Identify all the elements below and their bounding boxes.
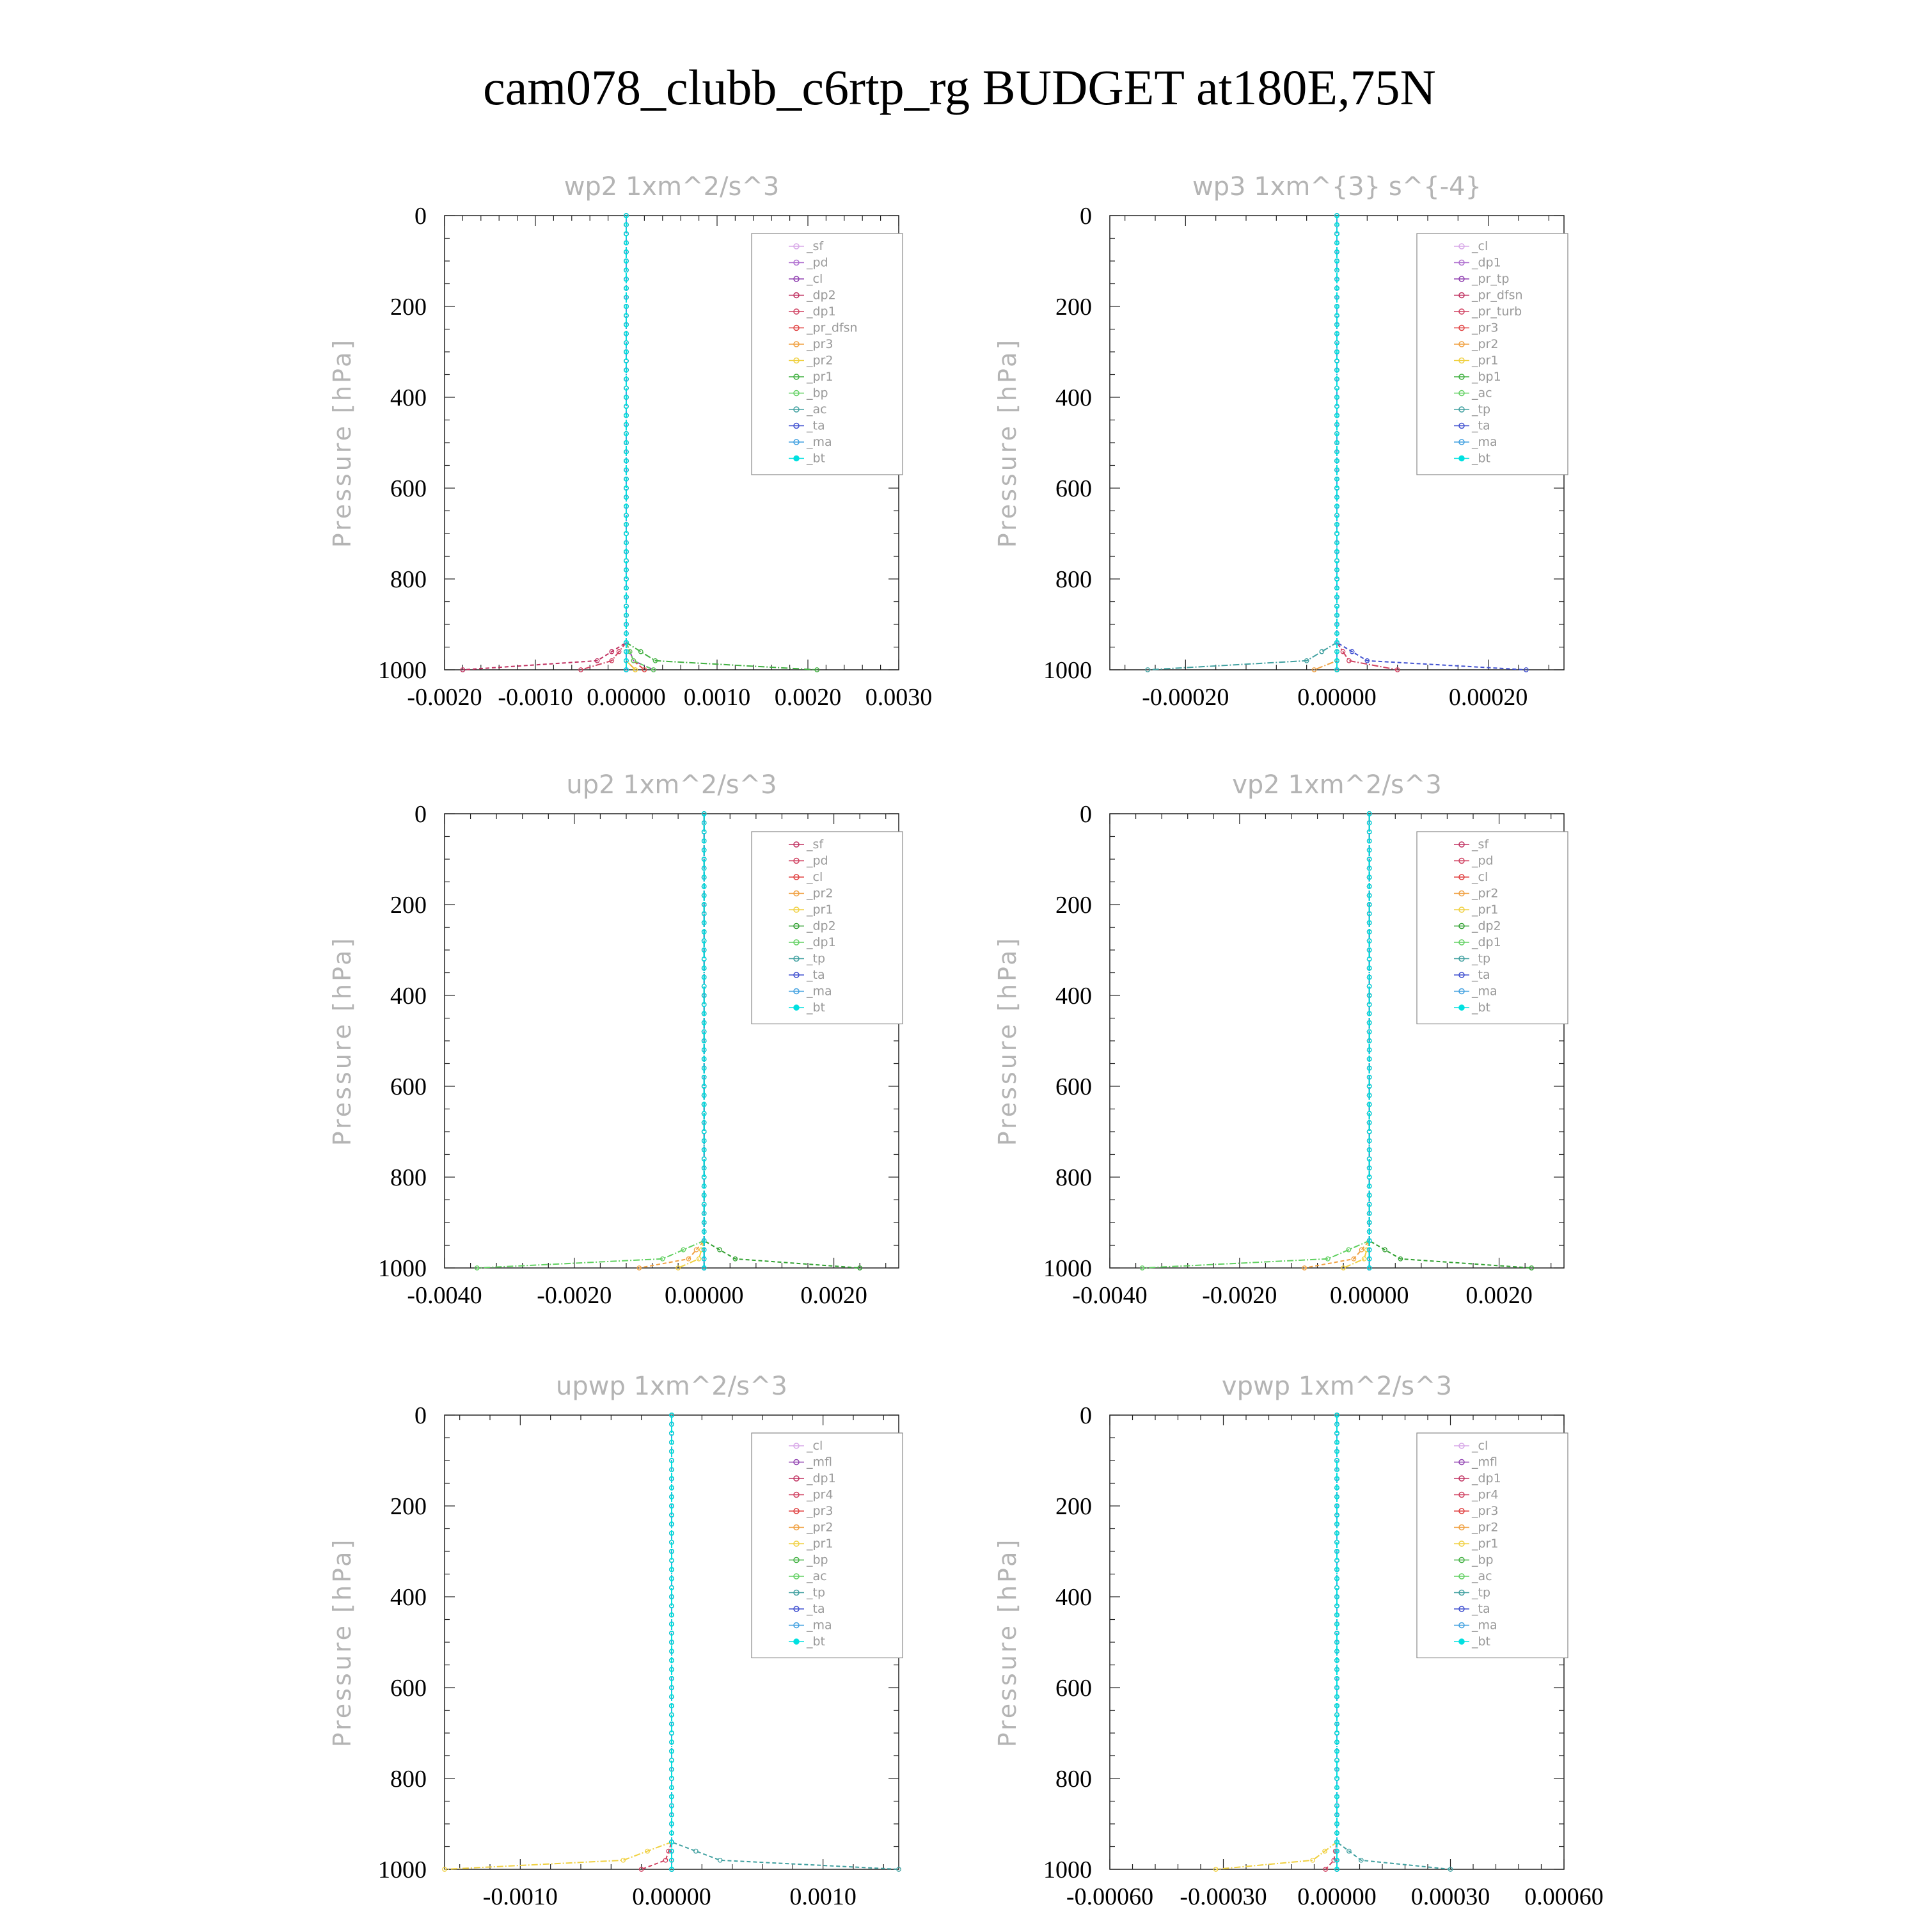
legend-label: _ta <box>1472 1602 1490 1616</box>
y-tick-label: 800 <box>1055 566 1092 593</box>
y-tick-label: 200 <box>390 892 427 919</box>
y-tick-label: 400 <box>390 384 427 411</box>
chart-svg <box>985 157 1714 732</box>
legend-label: _tp <box>807 951 826 966</box>
panel-title: upwp 1xm^2/s^3 <box>556 1372 787 1401</box>
legend-marker <box>1459 1639 1464 1644</box>
series-marker <box>639 649 643 653</box>
legend-label: _bt <box>1472 1635 1491 1649</box>
legend-label: _ta <box>807 1602 825 1616</box>
legend-label: _pr_dfsn <box>807 321 858 335</box>
chart-panel <box>985 755 1714 1331</box>
legend-label: _pr3 <box>807 337 833 351</box>
legend-label: _dp1 <box>1472 255 1501 270</box>
legend-label: _pr2 <box>1472 1520 1499 1535</box>
legend-label: _ta <box>807 968 825 982</box>
legend-label: _pd <box>1472 853 1494 868</box>
legend-label: _ac <box>807 1569 827 1583</box>
y-tick-label: 800 <box>1055 1164 1092 1191</box>
legend-label: _pr1 <box>807 370 833 384</box>
x-tick-label: -0.00060 <box>1066 1883 1154 1910</box>
x-tick-label: 0.0010 <box>683 684 751 711</box>
series-marker <box>694 1247 698 1251</box>
legend-label: _pr_turb <box>1472 305 1522 319</box>
series-line <box>678 814 704 1268</box>
series-line <box>581 216 626 670</box>
legend-label: _pr4 <box>1472 1487 1499 1502</box>
series-line <box>1304 814 1369 1268</box>
legend-label: _cl <box>807 1439 823 1453</box>
legend-label: _cl <box>1472 870 1489 884</box>
legend-label: _sf <box>807 837 824 851</box>
y-tick-label: 600 <box>1055 1073 1092 1100</box>
legend-marker <box>794 456 799 461</box>
x-tick-label: 0.0030 <box>865 684 933 711</box>
legend-label: _cl <box>807 272 823 286</box>
y-tick-label: 800 <box>1055 1766 1092 1793</box>
legend-marker <box>1459 456 1464 461</box>
y-tick-label: 600 <box>1055 1675 1092 1702</box>
y-tick-label: 400 <box>1055 1584 1092 1611</box>
legend-label: _tp <box>1472 1585 1491 1600</box>
x-tick-label: 0.0020 <box>800 1282 867 1309</box>
legend-label: _ma <box>807 1618 832 1633</box>
y-axis-label: Pressure [hPa] <box>328 935 356 1146</box>
legend-label: _pr2 <box>807 1520 833 1535</box>
y-axis-label: Pressure [hPa] <box>993 337 1022 548</box>
legend-label: _cl <box>807 870 823 884</box>
series-line <box>1142 814 1370 1268</box>
y-tick-label: 200 <box>1055 294 1092 321</box>
x-tick-label: 0.00000 <box>1329 1282 1409 1309</box>
legend-label: _tp <box>1472 402 1491 416</box>
legend-label: _pd <box>807 853 828 868</box>
legend-label: _dp1 <box>807 305 836 319</box>
chart-svg <box>985 1356 1714 1932</box>
y-axis-label: Pressure [hPa] <box>993 1537 1022 1748</box>
panel-title: up2 1xm^2/s^3 <box>566 770 777 800</box>
x-tick-label: 0.00060 <box>1524 1883 1604 1910</box>
x-tick-label: 0.0010 <box>789 1883 857 1910</box>
legend-label: _ta <box>1472 968 1490 982</box>
series-line <box>477 814 704 1268</box>
legend-label: _dp2 <box>807 919 836 933</box>
x-tick-label: -0.0020 <box>537 1282 612 1309</box>
x-tick-label: -0.0010 <box>482 1883 558 1910</box>
legend-label: _cl <box>1472 239 1489 253</box>
y-tick-label: 0 <box>415 801 427 828</box>
legend-label: _pr1 <box>807 1537 833 1551</box>
legend-label: _pr1 <box>1472 353 1499 368</box>
legend-label: _pr2 <box>807 353 833 368</box>
legend-label: _sf <box>1472 837 1489 851</box>
series-line <box>626 216 654 670</box>
chart-svg <box>320 755 1049 1331</box>
legend-label: _pr_dfsn <box>1472 288 1523 303</box>
series-line <box>642 1415 672 1869</box>
legend-label: _ma <box>807 984 832 999</box>
panel-title: vpwp 1xm^2/s^3 <box>1221 1372 1453 1401</box>
y-tick-label: 600 <box>390 1675 427 1702</box>
y-tick-label: 800 <box>390 566 427 593</box>
legend-label: _ta <box>1472 418 1490 433</box>
y-axis-label: Pressure [hPa] <box>328 1537 356 1748</box>
legend-label: _bt <box>1472 1001 1491 1015</box>
legend-label: _dp1 <box>1472 935 1501 949</box>
legend-label: _dp2 <box>807 288 836 303</box>
series-line <box>1337 216 1398 670</box>
y-tick-label: 0 <box>1080 1402 1092 1429</box>
series-line <box>445 1415 672 1869</box>
legend-label: _mfl <box>1472 1455 1497 1469</box>
legend-label: _pr1 <box>1472 1537 1499 1551</box>
legend-label: _dp2 <box>1472 919 1501 933</box>
x-tick-label: 0.00030 <box>1410 1883 1490 1910</box>
x-tick-label: 0.00020 <box>1448 684 1528 711</box>
series-line <box>626 216 644 670</box>
panel-title: wp3 1xm^{3} s^{-4} <box>1192 172 1482 202</box>
x-tick-label: -0.00030 <box>1180 1883 1267 1910</box>
y-tick-label: 200 <box>390 1493 427 1520</box>
y-tick-label: 400 <box>390 1584 427 1611</box>
legend-label: _bp <box>807 1553 828 1567</box>
y-tick-label: 200 <box>1055 1493 1092 1520</box>
series-line <box>639 814 704 1268</box>
x-tick-label: 0.00000 <box>1297 1883 1377 1910</box>
series-line <box>626 216 654 670</box>
x-tick-label: 0.00000 <box>587 684 666 711</box>
x-tick-label: 0.00000 <box>664 1282 744 1309</box>
figure-title: cam078_clubb_c6rtp_rg BUDGET at180E,75N <box>483 59 1436 115</box>
legend-label: _tp <box>807 1585 826 1600</box>
y-axis-label: Pressure [hPa] <box>328 337 356 548</box>
legend-label: _cl <box>1472 1439 1489 1453</box>
x-tick-label: -0.0010 <box>498 684 573 711</box>
series-line <box>462 216 626 670</box>
y-tick-label: 600 <box>390 1073 427 1100</box>
legend-label: _bt <box>807 1001 826 1015</box>
series-line <box>626 216 635 670</box>
y-tick-label: 0 <box>1080 801 1092 828</box>
legend-label: _pr2 <box>1472 337 1499 351</box>
series-line <box>1315 216 1338 670</box>
y-tick-label: 200 <box>1055 892 1092 919</box>
legend-label: _ac <box>1472 1569 1492 1583</box>
series-marker <box>1320 649 1323 653</box>
legend-marker <box>794 1005 799 1010</box>
series-line <box>1343 814 1370 1268</box>
x-tick-label: 0.0020 <box>1465 1282 1533 1309</box>
legend-marker <box>794 1639 799 1644</box>
legend-label: _mfl <box>807 1455 832 1469</box>
x-tick-label: -0.0020 <box>1202 1282 1277 1309</box>
legend-label: _bt <box>807 1635 826 1649</box>
x-tick-label: -0.00020 <box>1142 684 1229 711</box>
legend-label: _bp <box>1472 1553 1494 1567</box>
chart-svg <box>320 1356 1049 1932</box>
y-tick-label: 1000 <box>378 657 427 684</box>
series-line <box>626 216 635 670</box>
x-tick-label: 0.0020 <box>774 684 842 711</box>
chart-panel <box>320 157 1049 732</box>
chart-svg <box>320 157 1049 732</box>
y-tick-label: 1000 <box>378 1255 427 1282</box>
legend-label: _bp <box>807 386 828 400</box>
legend-label: _bt <box>1472 451 1491 466</box>
legend-label: _pr2 <box>1472 886 1499 901</box>
legend-label: _pr3 <box>1472 1504 1499 1518</box>
legend-label: _sf <box>807 239 824 253</box>
series-line <box>1148 216 1337 670</box>
chart-panel <box>985 157 1714 732</box>
y-tick-label: 800 <box>390 1766 427 1793</box>
y-tick-label: 400 <box>1055 384 1092 411</box>
legend-label: _ma <box>1472 435 1497 449</box>
legend-label: _ac <box>807 402 827 416</box>
y-tick-label: 0 <box>1080 203 1092 230</box>
y-tick-label: 400 <box>390 983 427 1010</box>
legend-label: _dp1 <box>807 1471 836 1485</box>
chart-svg <box>985 755 1714 1331</box>
legend-label: _pr2 <box>807 886 833 901</box>
x-tick-label: 0.00000 <box>1297 684 1377 711</box>
legend-label: _pr3 <box>1472 321 1499 335</box>
legend-label: _pd <box>807 255 828 270</box>
legend-label: _ma <box>1472 984 1497 999</box>
y-tick-label: 400 <box>1055 983 1092 1010</box>
legend-marker <box>1459 1005 1464 1010</box>
x-tick-label: 0.00000 <box>632 1883 711 1910</box>
y-tick-label: 0 <box>415 203 427 230</box>
legend-label: _ac <box>1472 386 1492 400</box>
y-tick-label: 600 <box>390 475 427 502</box>
y-tick-label: 1000 <box>1043 657 1092 684</box>
legend-label: _pr1 <box>807 903 833 917</box>
legend-label: _tp <box>1472 951 1491 966</box>
chart-panel <box>320 1356 1049 1932</box>
x-tick-label: -0.0040 <box>407 1282 482 1309</box>
y-tick-label: 800 <box>390 1164 427 1191</box>
y-tick-label: 0 <box>415 1402 427 1429</box>
y-tick-label: 200 <box>390 294 427 321</box>
legend-label: _ma <box>1472 1618 1497 1633</box>
chart-panel <box>985 1356 1714 1932</box>
legend-label: _pr4 <box>807 1487 833 1502</box>
legend-label: _ta <box>807 418 825 433</box>
x-tick-label: -0.0020 <box>407 684 482 711</box>
legend-label: _bt <box>807 451 826 466</box>
chart-panel <box>320 755 1049 1331</box>
y-axis-label: Pressure [hPa] <box>993 935 1022 1146</box>
y-tick-label: 1000 <box>1043 1857 1092 1883</box>
legend-label: _bp1 <box>1472 370 1501 384</box>
legend-label: _pr3 <box>807 1504 833 1518</box>
y-tick-label: 1000 <box>1043 1255 1092 1282</box>
panel-title: wp2 1xm^2/s^3 <box>564 172 780 202</box>
legend-label: _dp1 <box>807 935 836 949</box>
legend-label: _pr1 <box>1472 903 1499 917</box>
panel-title: vp2 1xm^2/s^3 <box>1232 770 1442 800</box>
legend-label: _pr_tp <box>1472 272 1510 286</box>
series-marker <box>1359 1247 1363 1251</box>
y-tick-label: 600 <box>1055 475 1092 502</box>
legend-label: _ma <box>807 435 832 449</box>
legend-label: _dp1 <box>1472 1471 1501 1485</box>
y-tick-label: 1000 <box>378 1857 427 1883</box>
x-tick-label: -0.0040 <box>1072 1282 1148 1309</box>
series-line <box>1216 1415 1337 1869</box>
